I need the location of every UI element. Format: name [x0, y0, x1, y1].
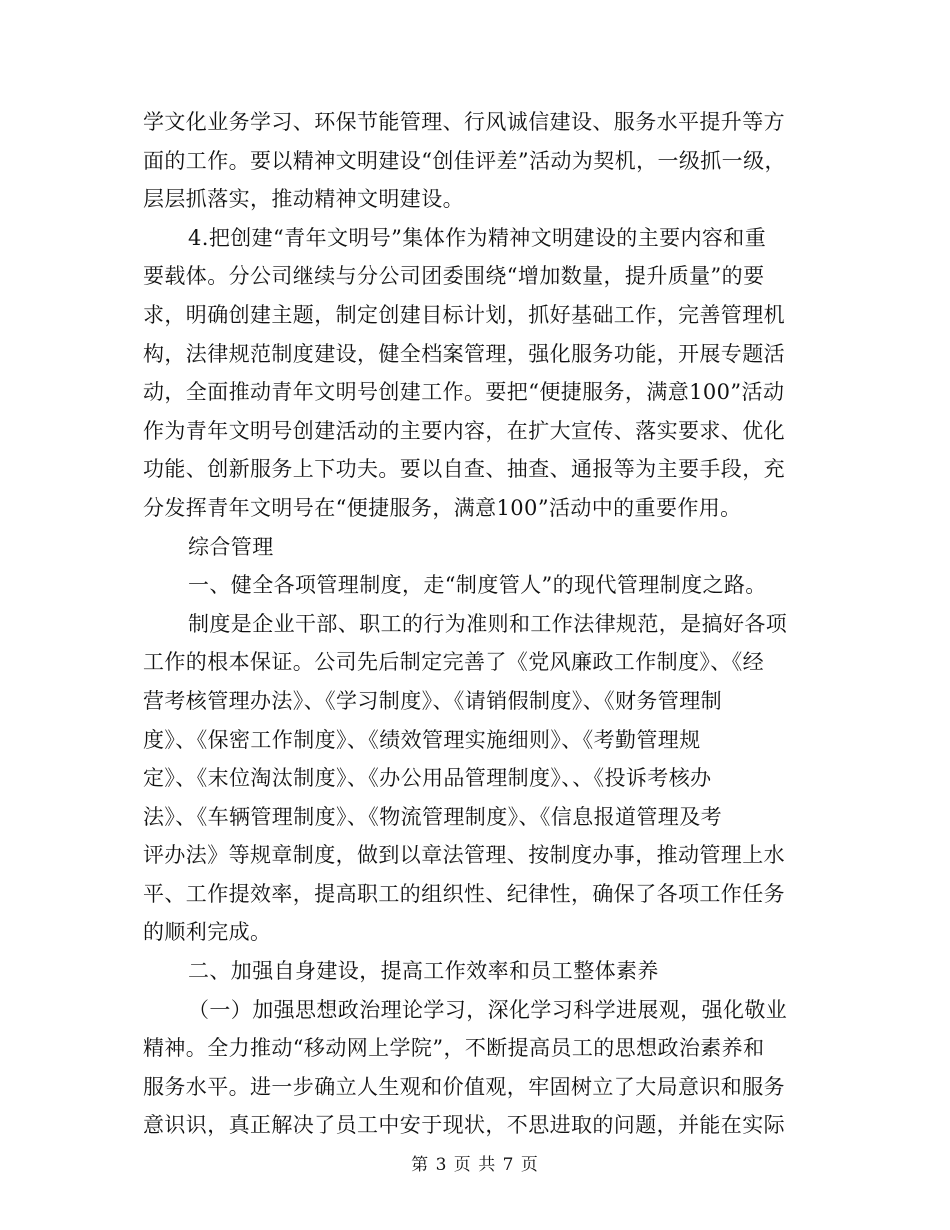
text-line: 度》、《保密工作制度》、《绩效管理实施细则》、《考勤管理规	[143, 727, 701, 752]
text-line: 一、健全各项管理制度，走“制度管人”的现代管理制度之路。	[188, 573, 767, 598]
text-line: 动，全面推动青年文明号创建工作。要把“便捷服务，满意100”活动	[143, 380, 785, 405]
text-line: 4.把创建“青年文明号”集体作为精神文明建设的主要内容和重	[188, 225, 767, 250]
text-line: 工作的根本保证。公司先后制定完善了《党风廉政工作制度》、《经	[143, 650, 764, 675]
text-line: 二、加强自身建设，提高工作效率和员工整体素养	[188, 959, 659, 984]
text-line: 构，法律规范制度建设，健全档案管理，强化服务功能，开展专题活	[143, 341, 785, 366]
text-line: 综合管理	[188, 534, 274, 559]
text-line: 求，明确创建主题，制定创建目标计划，抓好基础工作，完善管理机	[143, 302, 785, 327]
page-number: 第 3 页 共 7 页	[411, 1155, 539, 1175]
text-line: 精神。全力推动“移动网上学院”，不断提高员工的思想政治素养和	[143, 1036, 765, 1061]
text-line: 层层抓落实，推动精神文明建设。	[143, 187, 464, 212]
text-line: （一）加强思想政治理论学习，深化学习科学进展观，强化敬业	[188, 997, 788, 1022]
text-line: 定》、《末位淘汰制度》、《办公用品管理制度》、、《投诉考核办	[143, 766, 712, 791]
text-line: 平、工作提效率，提高职工的组织性、纪律性，确保了各项工作任务	[143, 881, 785, 906]
text-line: 分发挥青年文明号在“便捷服务，满意100”活动中的重要作用。	[143, 495, 742, 520]
text-line: 服务水平。进一步确立人生观和价值观，牢固树立了大局意识和服务	[143, 1074, 785, 1099]
text-line: 意识识，真正解决了员工中安于现状，不思进取的问题，并能在实际	[143, 1113, 785, 1138]
text-line: 评办法》等规章制度，做到以章法管理、按制度办事，推动管理上水	[143, 843, 785, 868]
text-line: 学文化业务学习、环保节能管理、行风诚信建设、服务水平提升等方	[143, 110, 785, 134]
page-footer	[0, 1150, 950, 1175]
text-line: 法》、《车辆管理制度》、《物流管理制度》、《信息报道管理及考	[143, 804, 722, 829]
text-line: 要载体。分公司继续与分公司团委围绕“增加数量，提升质量”的要	[143, 264, 765, 289]
text-line: 面的工作。要以精神文明建设“创佳评差”活动为契机，一级抓一级，	[143, 148, 786, 173]
text-line: 的顺利完成。	[143, 920, 272, 945]
text-line: 作为青年文明号创建活动的主要内容，在扩大宣传、落实要求、优化	[143, 418, 785, 443]
text-line: 功能、创新服务上下功夫。要以自查、抽查、通报等为主要手段，充	[143, 457, 785, 482]
text-line: 制度是企业干部、职工的行为准则和工作法律规范，是搞好各项	[188, 611, 788, 636]
document-body	[143, 103, 808, 1145]
text-line: 营考核管理办法》、《学习制度》、《请销假制度》、《财务管理制	[143, 688, 722, 713]
